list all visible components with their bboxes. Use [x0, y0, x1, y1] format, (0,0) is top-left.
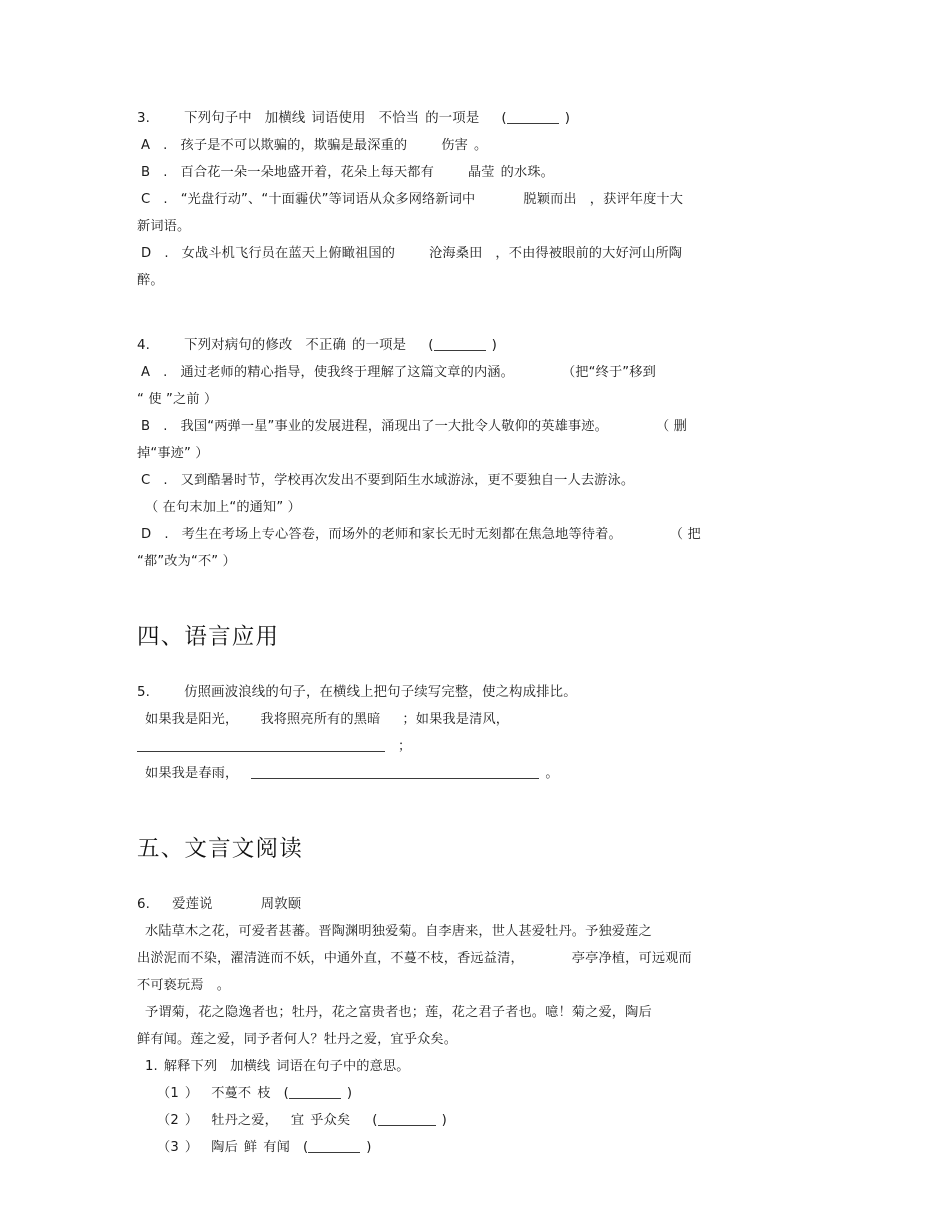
item-answer-blank[interactable]: [308, 1139, 360, 1153]
item-index: 2: [170, 1113, 179, 1128]
option-label: A: [141, 365, 151, 380]
question-6-sub1-item-3[interactable]: [137, 1134, 802, 1161]
question-6-passage-p1-l1: 水陆草木之花，可爱者甚蕃。晋陶渊明独爱菊。自李唐来，世人甚爱牡丹。予独爱莲之: [145, 924, 652, 939]
option-text-tail: ，不由得被眼前的大好河山所陶: [495, 246, 683, 261]
option-keyword: 伤害: [441, 138, 468, 153]
question-6-number: 6.: [137, 897, 151, 912]
option-dot: .: [163, 138, 168, 153]
question-3-stem-part-b: 词语使用: [311, 111, 366, 126]
item-paren-close: ): [441, 1113, 447, 1128]
question-5-example-line: [137, 706, 802, 733]
question-3-answer-blank[interactable]: [507, 110, 559, 124]
question-4: [137, 332, 802, 575]
question-5-fill-blank-2[interactable]: [251, 765, 539, 779]
document-content: [137, 105, 802, 1161]
question-4-option-d-wrap: [137, 548, 802, 575]
item-phrase: 牡丹之爱，: [211, 1113, 278, 1128]
section-heading-5: 五、文言文阅读: [137, 836, 303, 862]
question-5-example-part-a: 如果我是阳光，: [145, 712, 239, 727]
item-paren-open: (: [283, 1086, 289, 1101]
question-4-option-d[interactable]: [137, 521, 802, 548]
question-3-option-d[interactable]: [137, 240, 802, 267]
item-index: 1: [170, 1086, 179, 1101]
option-text-tail: 的水珠。: [500, 165, 555, 180]
question-5-prompt-part-a: 如果我是春雨，: [145, 766, 239, 781]
option-correction-note-wrap: （ 在句末加上“的通知” ）: [145, 500, 302, 515]
question-3-option-c-wrap: [137, 213, 802, 240]
section-heading-4: 四、语言应用: [137, 624, 280, 650]
item-phrase-tail: 有闻: [263, 1140, 290, 1155]
question-4-stem-part-b: 的一项是: [352, 338, 407, 353]
question-4-stem-part-a: 下列对病句的修改: [184, 338, 293, 353]
option-text: 孩子是不可以欺骗的，欺骗是最深重的: [180, 138, 408, 153]
question-4-paren-close: ): [491, 338, 497, 353]
question-3-stem: [137, 105, 802, 132]
passage-text-part-a: 不可亵玩焉: [137, 978, 204, 993]
option-dot: .: [163, 192, 168, 207]
item-marker-open: （: [157, 1113, 171, 1128]
option-text: 通过老师的精心指导，使我终于理解了这篇文章的内涵。: [180, 365, 514, 380]
item-answer-blank[interactable]: [378, 1112, 436, 1126]
option-wrap-text: 醉。: [137, 273, 164, 288]
question-4-option-a-wrap: [137, 386, 802, 413]
sub-question-text-b: 词语在句子中的意思。: [276, 1059, 410, 1074]
question-6-passage-p2-l2: 鲜有闻。莲之爱，同予者何人？牡丹之爱，宜乎众矣。: [137, 1032, 458, 1047]
question-4-paren-open: (: [428, 338, 434, 353]
question-5-example-part-c: ；如果我是清风，: [402, 712, 510, 727]
question-5-stem-text: 仿照画波浪线的句子，在横线上把句子续写完整，使之构成排比。: [184, 685, 577, 700]
item-phrase-tail: 乎众矣: [310, 1113, 351, 1128]
option-text: 我国“两弹一星”事业的发展进程，涌现出了一大批令人敬仰的英雄事迹。: [180, 419, 608, 434]
option-label: B: [141, 165, 151, 180]
question-5-answer-line-2: [137, 760, 802, 787]
item-phrase: 陶后: [211, 1140, 238, 1155]
spacer: [137, 787, 802, 833]
question-4-option-a[interactable]: [137, 359, 802, 386]
option-text-tail: 。: [473, 138, 488, 153]
question-3-option-b[interactable]: [137, 159, 802, 186]
option-wrap-text: 新词语。: [137, 219, 191, 234]
question-3-option-d-wrap: [137, 267, 802, 294]
item-marker-close: ）: [184, 1140, 199, 1155]
item-marker-close: ）: [184, 1113, 199, 1128]
option-text: “光盘行动”、“十面霾伏”等词语从众多网络新词中: [180, 192, 476, 207]
option-dot: .: [163, 473, 168, 488]
option-label: D: [141, 527, 152, 542]
passage-keyword: 亭亭净植: [571, 951, 626, 966]
question-6-passage-p1-l3: [137, 972, 802, 999]
option-keyword: 晶莹: [467, 165, 495, 180]
item-index: 3: [170, 1140, 179, 1155]
question-3-underlined-term: 加横线: [264, 111, 306, 126]
question-5: [137, 679, 802, 787]
question-5-fill-blank-1[interactable]: [137, 738, 385, 752]
question-4-option-b-wrap: [137, 440, 802, 467]
question-3-paren-open: (: [501, 111, 507, 126]
option-correction-note: （ 把: [669, 527, 701, 542]
option-keyword: 沧海桑田: [429, 246, 483, 261]
spacer: [137, 865, 802, 891]
option-label: C: [141, 192, 151, 207]
option-label: C: [141, 473, 151, 488]
option-label: A: [141, 138, 151, 153]
option-correction-note-wrap: “ 使 ”之前 ）: [137, 392, 218, 407]
passage-text-part-b: ，可远观而: [625, 951, 692, 966]
option-text-tail: ，获评年度十大: [589, 192, 684, 207]
item-phrase-keyword: 枝: [257, 1086, 271, 1101]
question-5-semicolon: ；: [398, 739, 412, 754]
question-4-option-c[interactable]: [137, 467, 802, 494]
option-text: 女战斗机飞行员在蓝天上俯瞰祖国的: [181, 246, 396, 261]
question-4-stem: [137, 332, 802, 359]
item-paren-open: (: [302, 1140, 309, 1155]
sub-question-underlined-term: 加横线: [230, 1059, 271, 1074]
passage-text-part-b: 。: [216, 978, 231, 993]
item-phrase-keyword: 鲜: [243, 1140, 258, 1155]
option-text: 又到酷暑时节，学校再次发出不要到陌生水域游泳，更不要独自一人去游泳。: [180, 473, 635, 488]
option-correction-note: （ 删: [655, 419, 688, 434]
item-answer-blank[interactable]: [289, 1085, 341, 1099]
option-text: 考生在考场上专心答卷，而场外的老师和家长无时无刻都在焦急地等待着。: [181, 527, 622, 542]
spacer: [137, 575, 802, 621]
option-label: B: [141, 419, 151, 434]
passage-text-part-a: 出淤泥而不染，濯清涟而不妖，中通外直，不蔓不枝，香远益清，: [137, 951, 524, 966]
option-correction-note-wrap: 掉“事迹” ）: [137, 446, 209, 461]
question-6-passage-author: 周敦颐: [260, 897, 302, 912]
question-3-option-c[interactable]: [137, 186, 802, 213]
item-marker-close: ）: [184, 1086, 199, 1101]
item-marker-open: （: [157, 1086, 171, 1101]
question-6-sub1-item-2[interactable]: [137, 1107, 802, 1134]
option-correction-note: （把“终于”移到: [561, 365, 656, 380]
question-5-example-wavy: 我将照亮所有的黑暗: [260, 712, 381, 727]
option-dot: .: [163, 365, 168, 380]
question-6-sub1-stem: [137, 1053, 802, 1080]
question-4-answer-blank[interactable]: [434, 337, 486, 351]
spacer: [137, 653, 802, 679]
question-3-option-a[interactable]: [137, 132, 802, 159]
item-paren-close: ): [366, 1140, 372, 1155]
question-6-passage-p2-l1: 予谓菊，花之隐逸者也；牡丹，花之富贵者也；莲，花之君子者也。噫！菊之爱，陶后: [145, 1005, 652, 1020]
item-paren-close: ): [346, 1086, 353, 1101]
question-5-period: 。: [545, 766, 559, 781]
option-correction-note-wrap: “都”改为“不” ）: [137, 554, 236, 569]
question-6: [137, 891, 802, 1161]
question-5-number: 5.: [137, 685, 151, 700]
question-3-emphasis: 不恰当: [378, 111, 420, 126]
item-paren-open: (: [372, 1113, 378, 1128]
question-4-emphasis: 不正确: [305, 338, 347, 353]
question-4-number: 4.: [137, 338, 151, 353]
spacer: [137, 294, 802, 332]
question-6-title-line: [137, 891, 802, 918]
question-4-option-c-wrap: [137, 494, 802, 521]
sub-question-text-a: 解释下列: [163, 1059, 218, 1074]
question-6-passage-p1-l2: [137, 945, 802, 972]
question-3-number: 3.: [137, 111, 151, 126]
item-phrase-keyword: 宜: [290, 1113, 305, 1128]
option-dot: .: [164, 246, 169, 261]
question-3-stem-part-c: 的一项是: [425, 111, 480, 126]
item-marker-open: （: [157, 1140, 171, 1155]
option-text: 百合花一朵一朵地盛开着，花朵上每天都有: [180, 165, 434, 180]
question-5-answer-line-1: [137, 733, 802, 760]
question-6-passage-title: 爱莲说: [172, 897, 213, 912]
option-dot: .: [163, 165, 168, 180]
item-phrase: 不蔓不: [211, 1086, 252, 1101]
question-5-stem: [137, 679, 802, 706]
question-6-sub1-item-1[interactable]: [137, 1080, 802, 1107]
option-dot: .: [163, 419, 168, 434]
option-keyword: 脱颖而出: [523, 192, 577, 207]
option-dot: .: [164, 527, 169, 542]
question-4-option-b[interactable]: [137, 413, 802, 440]
question-3-stem-part-a: 下列句子中: [184, 111, 252, 126]
sub-question-number: 1.: [145, 1059, 158, 1074]
question-3: [137, 105, 802, 294]
option-label: D: [141, 246, 152, 261]
question-3-paren-close: ): [564, 111, 571, 126]
